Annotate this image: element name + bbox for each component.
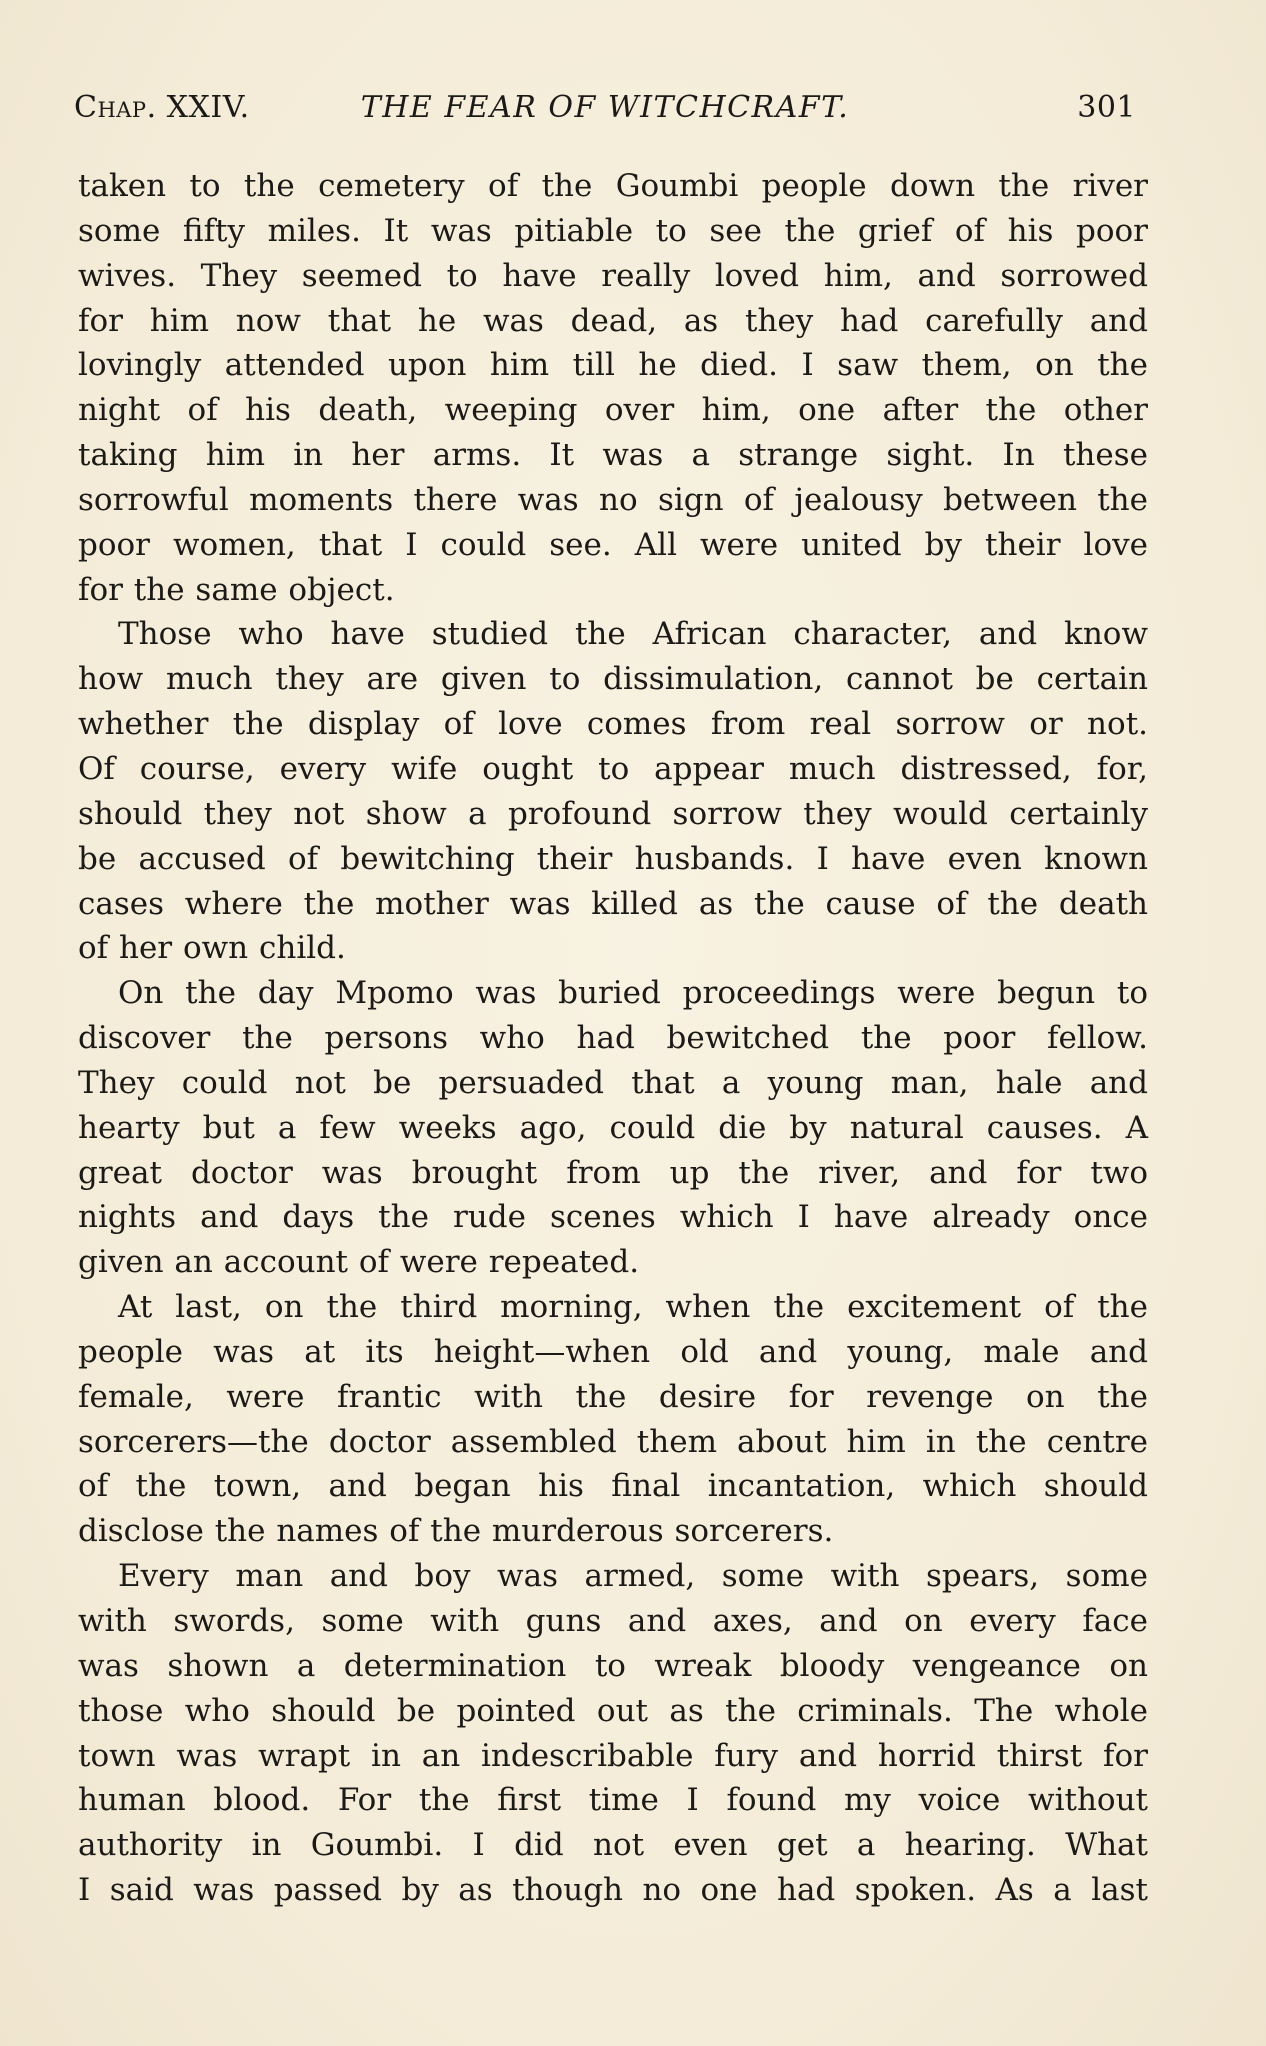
chapter-label: Chap. XXIV. [74,90,250,125]
text-line: be accused of bewitching their husbands. I have even known [78,840,1148,877]
text-line: night of his death, weeping over him, one after the other [78,392,1148,429]
text-line: discover the persons who had bewitched the poor fellow. [78,1020,1148,1057]
text-line: taken to the cemetery of the Goumbi people down the river [78,168,1148,204]
text-line: whether the display of love comes from real sorrow or not. [78,706,1148,743]
text-line: sorcerers—the doctor assembled them about him in the centre [78,1423,1148,1460]
text-line: of the town, and began his final incantation, which should [78,1468,1148,1505]
body-text [78,164,1148,1913]
paragraph-start: On the day Mpomo was buried proceedings were begun to [118,975,1148,1012]
text-line: of her own child. [78,930,346,967]
text-line: with swords, some with guns and axes, and on every face [78,1603,1148,1639]
text-line: hearty but a few weeks ago, could die by natural causes. A [78,1109,1148,1146]
page-number: 301 [1077,90,1136,125]
text-line: was shown a determination to wreak bloody vengeance on [78,1647,1148,1684]
text-line: those who should be pointed out as the criminals. The whole [78,1692,1148,1729]
text-line: Of course, every wife ought to appear much distressed, for, [78,750,1148,787]
paragraph-start: Those who have studied the African character, and know [118,616,1148,653]
text-line: disclose the names of the murderous sorcerers. [78,1513,834,1550]
text-line: people was at its height—when old and young, male and [78,1333,1148,1370]
running-head [74,90,1136,130]
text-line: given an account of were repeated. [78,1244,640,1281]
text-line: lovingly attended upon him till he died. I saw them, on the [78,347,1148,384]
text-line: authority in Goumbi. I did not even get a hearing. What [78,1827,1148,1864]
paragraph-start: At last, on the third morning, when the excitement of the [118,1289,1148,1326]
text-line: They could not be persuaded that a young man, hale and [78,1064,1148,1101]
chapter-title: THE FEAR OF WITCHCRAFT. [360,90,850,125]
text-line: wives. They seemed to have really loved him, and sorrowed [78,257,1148,294]
text-line: female, were frantic with the desire for revenge on the [78,1378,1148,1415]
text-line: for the same object. [78,571,395,608]
text-line: how much they are given to dissimulation, cannot be certain [78,661,1148,698]
text-line: great doctor was brought from up the river, and for two [78,1154,1148,1191]
text-line: cases where the mother was killed as the cause of the death [78,885,1148,922]
text-line: sorrowful moments there was no sign of jealousy between the [78,481,1148,518]
paragraph-start: Every man and boy was armed, some with spears, some [118,1558,1148,1595]
text-line: poor women, that I could see. All were united by their love [78,526,1148,563]
text-line: I said was passed by as though no one had spoken. As a last [78,1872,1148,1909]
text-line: for him now that he was dead, as they had carefully and [78,302,1148,339]
text-line: human blood. For the first time I found my voice without [78,1782,1148,1819]
text-line: should they not show a profound sorrow they would certainly [78,795,1148,832]
text-line: some fifty miles. It was pitiable to see the grief of his poor [78,212,1148,249]
text-line: nights and days the rude scenes which I have already once [78,1199,1148,1236]
text-line: town was wrapt in an indescribable fury and horrid thirst for [78,1737,1148,1774]
text-line: taking him in her arms. It was a strange sight. In these [78,437,1148,474]
